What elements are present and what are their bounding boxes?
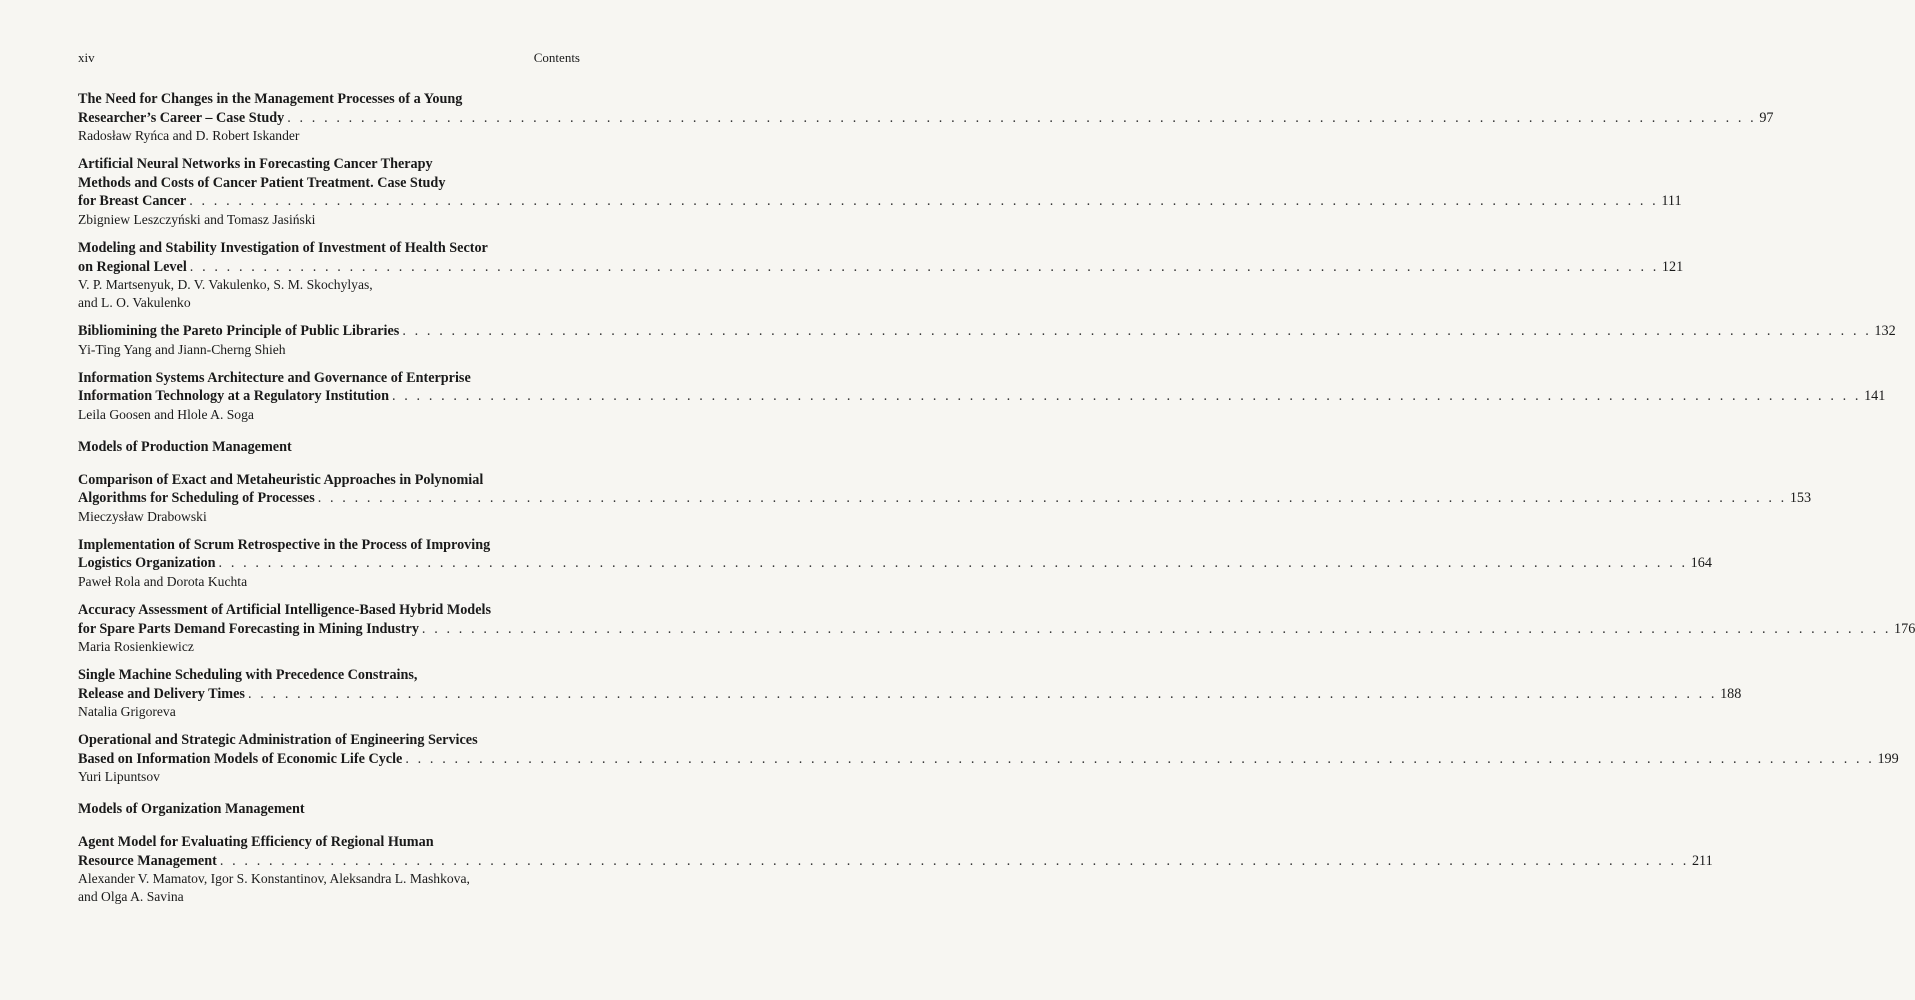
- entry-authors: and L. O. Vakulenko: [78, 295, 191, 311]
- page-number: xiv: [78, 50, 95, 65]
- entry-title-line: Artificial Neural Networks in Forecasting Cancer Therapy: [78, 156, 433, 173]
- entry-authors: and Olga A. Savina: [78, 889, 184, 905]
- toc-entry: [78, 731, 1899, 786]
- entry-authors: Alexander V. Mamatov, Igor S. Konstantinov, Aleksandra L. Mashkova,: [78, 871, 470, 887]
- dot-leader: . . . . . . . . . . . . . . . . . . . . . . . . . . . . . . . . . . . . . . . . . . . . . . . . . . . . . . . . . . . . . . . . . . . . . . . . . . . . . . . . . . . . . . . . . . . . . . . . . . . . . . . . . . . . . . . . . . . . . . . .: [287, 109, 1757, 126]
- entry-page-number: 164: [1690, 555, 1712, 572]
- entry-authors: Zbigniew Leszczyński and Tomasz Jasiński: [78, 211, 316, 227]
- section-heading: Models of Organization Management: [78, 801, 305, 818]
- toc-entry: [78, 239, 1684, 312]
- entry-title-line: Logistics Organization: [78, 555, 216, 572]
- entry-title-line: Agent Model for Evaluating Efficiency of Regional Human: [78, 834, 434, 851]
- entry-title-line: for Breast Cancer: [78, 193, 187, 210]
- entry-page-number: 199: [1877, 750, 1899, 767]
- entry-authors: Mieczysław Drabowski: [78, 508, 207, 524]
- dot-leader: . . . . . . . . . . . . . . . . . . . . . . . . . . . . . . . . . . . . . . . . . . . . . . . . . . . . . . . . . . . . . . . . . . . . . . . . . . . . . . . . . . . . . . . . . . . . . . . . . . . . . . . . . . . . . . . . . . . . . . . .: [219, 852, 1689, 869]
- entry-authors: Yuri Lipuntsov: [78, 769, 160, 785]
- entry-title-last-line: [78, 750, 1899, 769]
- entry-authors: Natalia Grigoreva: [78, 704, 176, 720]
- entry-title-line: Algorithms for Scheduling of Processes: [78, 490, 315, 507]
- entry-title-line: Operational and Strategic Administration of Engineering Services: [78, 732, 478, 749]
- entry-title-line: Release and Delivery Times: [78, 685, 245, 702]
- entry-title-last-line: [78, 852, 1713, 871]
- entry-authors: Leila Goosen and Hlole A. Soga: [78, 406, 254, 422]
- entry-title-line: Information Technology at a Regulatory Institution: [78, 388, 389, 405]
- dot-leader: . . . . . . . . . . . . . . . . . . . . . . . . . . . . . . . . . . . . . . . . . . . . . . . . . . . . . . . . . . . . . . . . . . . . . . . . . . . . . . . . . . . . . . . . . . . . . . . . . . . . . . . . . . . . . . . . . . . . . . . .: [189, 193, 1659, 210]
- entry-title-line: Implementation of Scrum Retrospective in the Process of Improving: [78, 536, 491, 553]
- entry-title-last-line: [78, 685, 1742, 704]
- entry-page-number: 188: [1720, 685, 1742, 702]
- toc-entry: [78, 90, 1774, 145]
- entry-title-last-line: [78, 109, 1774, 128]
- entry-title-line: Accuracy Assessment of Artificial Intelligence-Based Hybrid Models: [78, 601, 491, 618]
- entry-authors: Maria Rosienkiewicz: [78, 639, 194, 655]
- section-heading: Models of Production Management: [78, 438, 292, 455]
- dot-leader: . . . . . . . . . . . . . . . . . . . . . . . . . . . . . . . . . . . . . . . . . . . . . . . . . . . . . . . . . . . . . . . . . . . . . . . . . . . . . . . . . . . . . . . . . . . . . . . . . . . . . . . . . . . . . . . . . . . . . . . .: [405, 750, 1875, 767]
- entry-authors: Paweł Rola and Dorota Kuchta: [78, 573, 248, 589]
- entry-title-line: Methods and Costs of Cancer Patient Treatment. Case Study: [78, 174, 446, 191]
- entry-title-last-line: [78, 322, 1896, 341]
- entry-page-number: 176: [1894, 620, 1915, 637]
- dot-leader: . . . . . . . . . . . . . . . . . . . . . . . . . . . . . . . . . . . . . . . . . . . . . . . . . . . . . . . . . . . . . . . . . . . . . . . . . . . . . . . . . . . . . . . . . . . . . . . . . . . . . . . . . . . . . . . . . . . . . . . .: [218, 555, 1688, 572]
- table-of-contents: [78, 90, 1915, 916]
- entry-title-line: Information Systems Architecture and Governance of Enterprise: [78, 369, 471, 386]
- entry-title-line: on Regional Level: [78, 258, 187, 275]
- entry-page-number: 111: [1661, 193, 1682, 210]
- entry-page-number: 132: [1874, 323, 1896, 340]
- dot-leader: . . . . . . . . . . . . . . . . . . . . . . . . . . . . . . . . . . . . . . . . . . . . . . . . . . . . . . . . . . . . . . . . . . . . . . . . . . . . . . . . . . . . . . . . . . . . . . . . . . . . . . . . . . . . . . . . . . . . . . . .: [189, 258, 1659, 275]
- entry-page-number: 121: [1661, 258, 1684, 275]
- entry-title-last-line: [78, 192, 1682, 211]
- entry-authors: Radosław Ryńca and D. Robert Iskander: [78, 128, 300, 144]
- toc-entry: [78, 322, 1896, 359]
- dot-leader: . . . . . . . . . . . . . . . . . . . . . . . . . . . . . . . . . . . . . . . . . . . . . . . . . . . . . . . . . . . . . . . . . . . . . . . . . . . . . . . . . . . . . . . . . . . . . . . . . . . . . . . . . . . . . . . . . . . . . . . .: [317, 490, 1787, 507]
- dot-leader: . . . . . . . . . . . . . . . . . . . . . . . . . . . . . . . . . . . . . . . . . . . . . . . . . . . . . . . . . . . . . . . . . . . . . . . . . . . . . . . . . . . . . . . . . . . . . . . . . . . . . . . . . . . . . . . . . . . . . . . .: [391, 388, 1862, 405]
- running-head: Contents: [533, 50, 580, 65]
- entry-title-line: Single Machine Scheduling with Precedence Constrains,: [78, 667, 418, 684]
- toc-entry: [78, 601, 1915, 656]
- entry-title-last-line: [78, 554, 1712, 573]
- entry-title-last-line: [78, 620, 1915, 639]
- entry-page-number: 211: [1691, 852, 1713, 869]
- toc-entry: [78, 369, 1886, 424]
- toc-entry: [78, 666, 1742, 721]
- entry-title-line: for Spare Parts Demand Forecasting in Mining Industry: [78, 620, 419, 637]
- entry-page-number: 141: [1864, 388, 1886, 405]
- toc-entry: [78, 833, 1713, 906]
- entry-title-line: Based on Information Models of Economic Life Cycle: [78, 750, 403, 767]
- entry-title-last-line: [78, 489, 1812, 508]
- entry-authors: Yi-Ting Yang and Jiann-Cherng Shieh: [78, 341, 286, 357]
- entry-title-last-line: [78, 258, 1684, 277]
- entry-title-line: Modeling and Stability Investigation of Investment of Health Sector: [78, 239, 488, 256]
- entry-title-line: Researcher’s Career – Case Study: [78, 109, 285, 126]
- dot-leader: . . . . . . . . . . . . . . . . . . . . . . . . . . . . . . . . . . . . . . . . . . . . . . . . . . . . . . . . . . . . . . . . . . . . . . . . . . . . . . . . . . . . . . . . . . . . . . . . . . . . . . . . . . . . . . . . . . . . . . . .: [402, 323, 1872, 340]
- entry-title-last-line: [78, 387, 1886, 406]
- entry-authors: V. P. Martsenyuk, D. V. Vakulenko, S. M. Skochylyas,: [78, 277, 373, 293]
- entry-title-line: Comparison of Exact and Metaheuristic Approaches in Polynomial: [78, 471, 484, 488]
- entry-page-number: 97: [1759, 109, 1774, 126]
- entry-title-line: The Need for Changes in the Management Processes of a Young: [78, 91, 463, 107]
- entry-title-line: Resource Management: [78, 852, 217, 869]
- toc-entry: [78, 155, 1682, 229]
- entry-title-line: Bibliomining the Pareto Principle of Public Libraries: [78, 323, 400, 340]
- dot-leader: . . . . . . . . . . . . . . . . . . . . . . . . . . . . . . . . . . . . . . . . . . . . . . . . . . . . . . . . . . . . . . . . . . . . . . . . . . . . . . . . . . . . . . . . . . . . . . . . . . . . . . . . . . . . . . . . . . . . . . . .: [247, 685, 1718, 702]
- toc-entry: [78, 471, 1812, 526]
- entry-page-number: 153: [1789, 490, 1812, 507]
- toc-entry: [78, 536, 1712, 591]
- dot-leader: . . . . . . . . . . . . . . . . . . . . . . . . . . . . . . . . . . . . . . . . . . . . . . . . . . . . . . . . . . . . . . . . . . . . . . . . . . . . . . . . . . . . . . . . . . . . . . . . . . . . . . . . . . . . . . . . . . . . . . . .: [421, 620, 1892, 637]
